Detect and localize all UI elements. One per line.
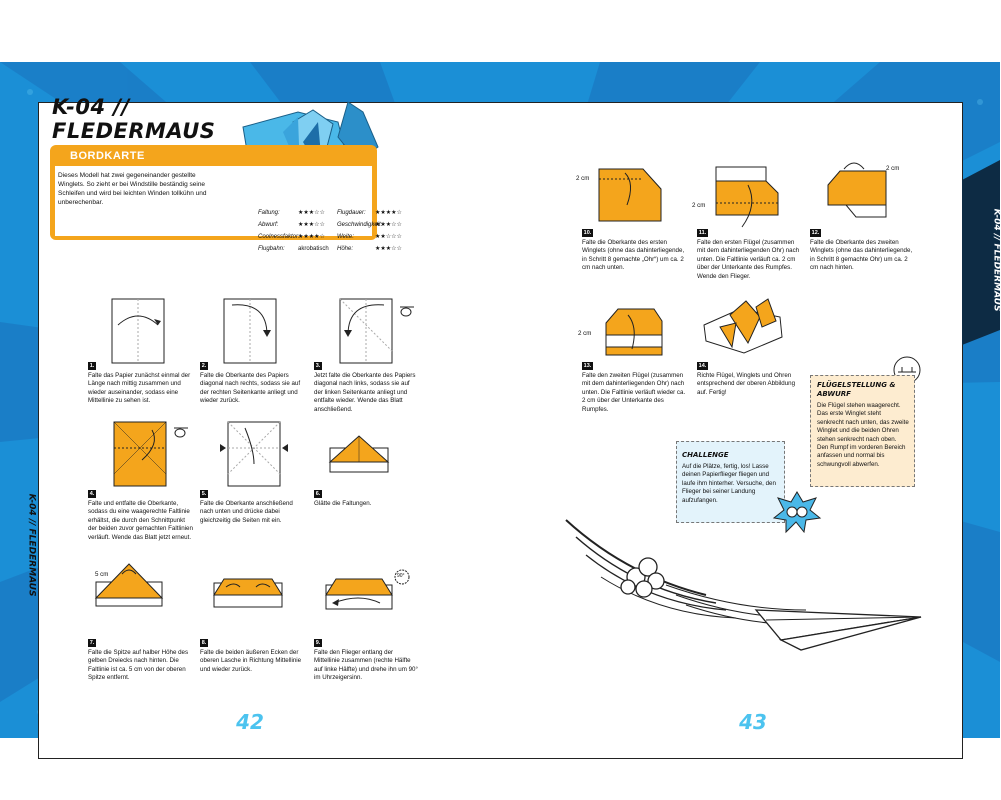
left-side-tab: K-04 // FLEDERMAUS [26,493,37,597]
title-line-2: FLEDERMAUS [52,119,216,143]
challenge-title: CHALLENGE [682,451,729,459]
step-13-diagram [598,305,668,361]
step-4-text: Falte und entfalte die Oberkante, sodass du eine waagerechte Faltlinie erhältst, die durch den Schnittpunkt der beiden zuvor gemachten Faltlinien verläuft. Wende das Blatt jetzt erneut. [88,500,193,541]
step-8-number: 8. [201,640,207,646]
stat-coolness: Coolnessfaktor:★★★★☆ [258,234,325,240]
right-side-tab: K-04 // FLEDERMAUS [991,208,1001,312]
step-12-number: 12. [811,230,820,236]
wing-position-text: Die Flügel stehen waagerecht. Das erste Winglet steht senkrecht nach unten, das zweite Winglet und die beiden Ohren stehen senkrecht nach oben. Den Rumpf im vorderen Bereich anfassen und normal bis schwungvoll abwerfen. [817,402,909,468]
measure-2cm-a: 2 cm [576,175,590,182]
right-page-number: 43 [739,710,767,734]
step-4-number: 4. [89,491,95,497]
bordkarte-heading: BORDKARTE [70,150,145,162]
stat-abwurf: Abwurf: ★★★☆☆ [258,222,325,228]
stat-hoehe: Höhe: ★★★☆☆ [337,246,402,252]
step-11-text: Falte den ersten Flügel (zusammen mit dem dahinterliegenden Ohr) nach unten. Die Faltlinie verläuft ca. 2 cm über der Unterkante des Rumpfes. Wende den Flieger. [697,239,800,280]
flying-plane-illustration [566,515,926,680]
title-line-1: K-04 // [52,95,130,119]
step-14-text: Richte Flügel, Winglets und Ohren entsprechend der oberen Abbildung auf. Fertig! [697,372,796,396]
stat-faltung: Faltung: ★★★☆☆ [258,210,325,216]
step-5-number: 5. [201,491,207,497]
step-11-number: 11. [698,230,707,236]
step-7-number: 7. [89,640,95,646]
challenge-text: Auf die Plätze, fertig, los! Lasse deinen Papierflieger fliegen und laufe ihm hinterher. Versuche, den Flieger bei seiner Landung aufzufangen. [682,463,776,504]
step-10-text: Falte die Oberkante des ersten Winglets (ohne das dahinterliegende, in Schritt 8 gemachte „Ohr“) um ca. 2 cm nach unten. [582,239,685,272]
step-12-text: Falte die Oberkante des zweiten Winglets (ohne das dahinterliegende, in Schritt 8 gemachte Ohr) um ca. 2 cm nach hinten. [810,239,913,272]
wing-position-title: FLÜGELSTELLUNG & ABWURF [817,381,896,398]
step-2-diagram [222,297,282,365]
step-9-number: 9. [315,640,321,646]
measure-2cm-d: 2 cm [578,330,592,337]
step-5-text: Falte die Oberkante anschließend nach unten und drücke dabei gleichzeitig die Seiten mit ein. [200,500,293,524]
measure-5cm: 5 cm [95,571,109,578]
flip-icon-2 [172,425,190,439]
stat-weite: Weite: ★★☆☆☆ [337,234,402,240]
step-5-diagram [220,420,290,488]
step-9-text: Falte den Flieger entlang der Mittellinie zusammen (rechte Hälfte auf linke Hälfte) und drehe ihn um 90° im Uhrzeigersinn. [314,649,418,682]
step-2-text: Falte die Oberkante des Papiers diagonal nach rechts, sodass sie auf der rechten Seitenkante anliegt und wieder zurück. [200,372,301,405]
flip-icon [398,304,416,318]
step-3-number: 3. [315,363,321,369]
step-11-diagram [712,165,782,235]
step-1-diagram [110,297,170,365]
page-title [52,95,215,143]
step-9-diagram [322,575,402,611]
step-6-text: Glätte die Faltungen. [314,500,372,507]
step-6-number: 6. [315,491,321,497]
step-7-text: Falte die Spitze auf halber Höhe des gelben Dreiecks nach hinten. Die Faltlinie ist ca. 5 cm von der oberen Spitze entfernt. [88,649,189,682]
step-13-text: Falte den zweiten Flügel (zusammen mit dem dahinterliegenden Ohr) nach unten. Die Faltlinie verläuft wieder ca. 2 cm über der Unterkante des Rumpfes. [582,372,686,413]
step-8-text: Falte die beiden äußeren Ecken der oberen Lasche in Richtung Mittellinie und wieder zurück. [200,649,302,673]
step-3-diagram [338,297,398,365]
stat-flugdauer: Flugdauer: ★★★★☆ [337,210,402,216]
step-8-diagram [210,575,290,609]
step-6-diagram [328,434,392,474]
step-13-number: 13. [583,363,592,369]
left-page-number: 42 [236,710,264,734]
bordkarte-description: Dieses Modell hat zwei gegeneinander gestellte Winglets. So zieht er bei Windstille beständig seine Schleifen und wird bei leichten Winden tollkühn und unberechenbar. [58,172,207,206]
step-7-diagram [92,560,172,608]
stat-geschwindigkeit: Geschwindigkeit:★★★☆☆ [337,222,402,228]
step-14-number: 14. [698,363,707,369]
step-3-text: Jetzt falte die Oberkante des Papiers diagonal nach links, sodass sie auf der linken Seitenkante anliegt und entfalte wieder. Wende das Blatt anschließend. [314,372,416,413]
step-10-diagram [595,165,665,225]
stat-flugbahn: Flugbahn: akrobatisch [258,246,329,252]
step-1-text: Falte das Papier zunächst einmal der Länge nach mittig zusammen und wieder auseinander, sodass eine Mittellinie zu sehen ist. [88,372,191,405]
measure-2cm-b: 2 cm [692,202,706,209]
step-14-diagram [700,297,786,357]
step-2-number: 2. [201,363,207,369]
step-10-number: 10. [583,230,592,236]
measure-2cm-c: 2 cm [886,165,900,172]
step-1-number: 1. [89,363,95,369]
step-4-diagram [112,420,172,488]
measure-90deg: 90° [397,573,405,579]
